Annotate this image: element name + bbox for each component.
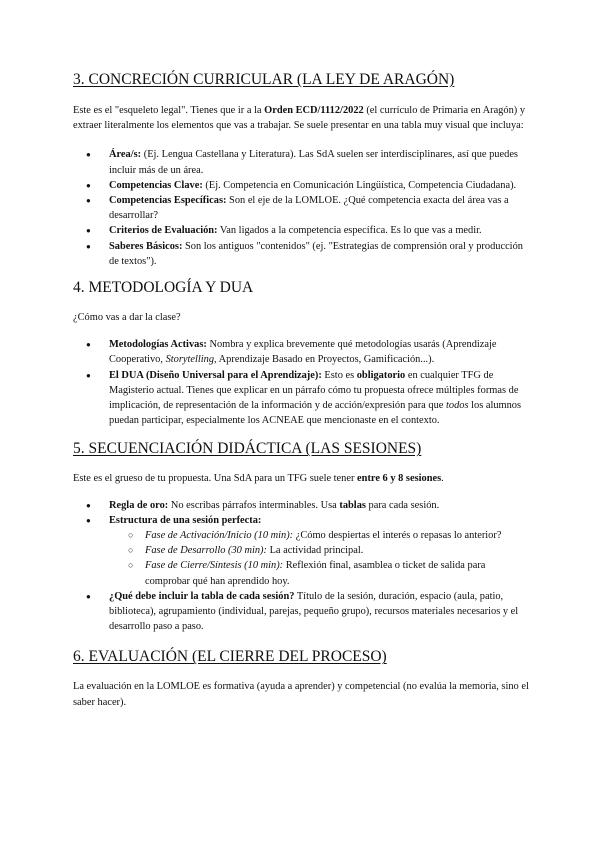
item-text: Título de la sesión, duración, espacio (aula, patio, biblioteca), agrupamiento (individual, parejas, pequeño grupo), recursos materiales necesarios y el desarrollo paso a paso. xyxy=(109,590,519,633)
item-text: Van ligados a la competencia específica. Es lo que vas a medir. xyxy=(217,225,482,237)
item-label: Regla de oro: xyxy=(109,499,169,511)
item-label: Competencias Clave: xyxy=(109,179,203,191)
section-3-list xyxy=(73,147,531,269)
section-5-list xyxy=(73,498,531,635)
item-text: (Ej. Competencia en Comunicación Lingüística, Competencia Ciudadana). xyxy=(202,179,517,191)
sub-list-item xyxy=(109,543,531,558)
intro-text: . xyxy=(441,473,444,485)
item-text: para cada sesión. xyxy=(365,499,440,511)
item-label: Área/s: xyxy=(109,149,142,161)
list-item xyxy=(73,337,531,367)
section-4-heading: 4. METODOLOGÍA Y DUA xyxy=(73,279,254,297)
item-text: , Aprendizaje Basado en Proyectos, Gamificación...). xyxy=(214,354,435,366)
list-item xyxy=(73,223,531,238)
item-italic-text: todos xyxy=(445,400,469,412)
item-text: en cualquier TFG de Magisterio actual. Tienes que explicar en un párrafo cómo tu propuesta ofrece múltiples formas de implicación, de representación de la información y de acción/expresión para que xyxy=(109,369,519,412)
list-item xyxy=(73,178,531,193)
item-label: El DUA (Diseño Universal para el Aprendizaje): xyxy=(109,369,322,381)
list-item xyxy=(73,498,531,513)
sub-item-label: Fase de Activación/Inicio (10 min): xyxy=(145,530,294,542)
item-text: Son el eje de la LOMLOE. ¿Qué competencia exacta del área vas a desarrollar? xyxy=(109,195,509,222)
section-3-heading: 3. CONCRECIÓN CURRICULAR (LA LEY DE ARAGÓN) xyxy=(73,71,455,88)
sub-item-label: Fase de Cierre/Síntesis (10 min): xyxy=(145,560,284,572)
section-4-list xyxy=(73,337,531,428)
list-item xyxy=(73,193,531,223)
intro-text: (el currículo de Primaria en Aragón) y extraer literalmente los elementos que vas a trabajar. Se suele presentar en una tabla muy visual que incluya: xyxy=(73,105,526,132)
item-text: Nombra y explica brevemente qué metodologías usarás (Aprendizaje Cooperativo, xyxy=(109,339,497,366)
item-text: Son los antiguos "contenidos" (ej. "Estrategias de comprensión oral y producción de textos"). xyxy=(109,240,523,267)
item-bold-text: tablas xyxy=(339,499,366,511)
list-item xyxy=(73,239,531,269)
item-label: Criterios de Evaluación: xyxy=(109,225,218,237)
intro-bold-text: Orden ECD/1112/2022 xyxy=(264,105,364,116)
sub-list-item xyxy=(109,528,531,543)
item-label: Estructura de una sesión perfecta: xyxy=(109,514,262,526)
section-6-heading: 6. EVALUACIÓN (EL CIERRE DEL PROCESO) xyxy=(73,648,387,666)
sub-item-label: Fase de Desarrollo (30 min): xyxy=(145,545,267,557)
intro-text: Este es el "esqueleto legal". Tienes que ir a la xyxy=(73,105,265,116)
list-item xyxy=(73,513,531,589)
list-item xyxy=(73,368,531,429)
item-label: ¿Qué debe incluir la tabla de cada sesión? xyxy=(109,590,295,602)
item-label: Competencias Específicas: xyxy=(109,195,227,207)
sub-item-text: Reflexión final, asamblea o ticket de salida para comprobar qué han aprendido hoy. xyxy=(145,560,486,587)
item-label: Saberes Básicos: xyxy=(109,240,183,252)
section-5-heading: 5. SECUENCIACIÓN DIDÁCTICA (LAS SESIONES) xyxy=(73,440,422,458)
section-5-intro xyxy=(73,471,531,486)
list-item xyxy=(73,589,531,635)
section-6-intro: La evaluación en la LOMLOE es formativa (ayuda a aprender) y competencial (no evalúa la memoria, sino el saber hacer). xyxy=(73,681,529,708)
intro-bold-text: entre 6 y 8 sesiones xyxy=(357,473,442,485)
section-3-intro xyxy=(73,103,531,133)
sub-item-text: ¿Cómo despiertas el interés o repasas lo anterior? xyxy=(293,530,502,542)
session-phases-list xyxy=(109,528,531,589)
item-label: Metodologías Activas: xyxy=(109,339,207,351)
item-text: (Ej. Lengua Castellana y Literatura). Las SdA suelen ser interdisciplinares, así que puedes incluir más de un área. xyxy=(109,149,518,176)
sub-item-text: La actividad principal. xyxy=(266,545,364,557)
item-bold-text: obligatorio xyxy=(356,369,406,381)
section-4-intro: ¿Cómo vas a dar la clase? xyxy=(73,312,181,324)
sub-list-item xyxy=(109,558,531,588)
document-content xyxy=(73,70,531,710)
list-item xyxy=(73,147,531,177)
item-italic-text: Storytelling xyxy=(165,354,215,366)
item-text: Esto es xyxy=(321,369,357,381)
item-text: los alumnos puedan participar, especialmente los ACNEAE que mencionaste en el contexto. xyxy=(109,400,522,427)
item-text: No escribas párrafos interminables. Usa xyxy=(168,499,340,511)
intro-text: Este es el grueso de tu propuesta. Una SdA para un TFG suele tener xyxy=(73,473,358,485)
